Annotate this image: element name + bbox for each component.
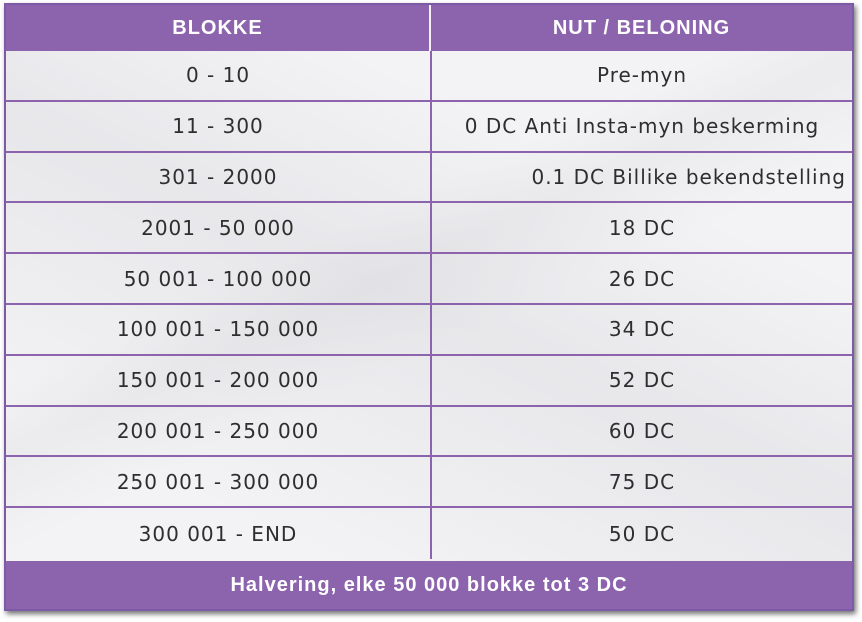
cell-blocks: 200 001 - 250 000 bbox=[116, 418, 320, 443]
cell-reward: 60 DC bbox=[608, 418, 676, 443]
cell-reward: 52 DC bbox=[608, 368, 676, 393]
table-body bbox=[6, 51, 852, 559]
cell-reward: 50 DC bbox=[608, 521, 676, 546]
header-divider bbox=[429, 5, 431, 51]
cell-blocks: 150 001 - 200 000 bbox=[116, 368, 320, 393]
reward-table bbox=[6, 5, 852, 609]
cell-blocks: 301 - 2000 bbox=[158, 164, 278, 189]
table-footer: Halvering, elke 50 000 blokke tot 3 DC bbox=[6, 561, 852, 609]
table-row bbox=[6, 356, 852, 407]
cell-reward: Pre-myn bbox=[596, 63, 687, 88]
cell-reward: 0 DC Anti Insta-myn beskerming bbox=[464, 114, 820, 139]
table-row bbox=[6, 153, 852, 204]
table-row bbox=[6, 305, 852, 356]
table-row bbox=[6, 254, 852, 305]
table-row bbox=[6, 102, 852, 153]
cell-reward: 0.1 DC Billike bekendstelling bbox=[531, 164, 846, 189]
cell-blocks: 50 001 - 100 000 bbox=[123, 266, 313, 291]
table-row bbox=[6, 407, 852, 458]
cell-reward: 26 DC bbox=[608, 266, 676, 291]
cell-reward: 34 DC bbox=[608, 317, 676, 342]
table-header bbox=[6, 5, 852, 51]
cell-blocks: 0 - 10 bbox=[185, 63, 251, 88]
table-row bbox=[6, 203, 852, 254]
cell-reward: 18 DC bbox=[608, 215, 676, 240]
header-reward: NUT / BELONING bbox=[552, 16, 731, 39]
cell-blocks: 2001 - 50 000 bbox=[141, 215, 295, 240]
cell-blocks: 300 001 - END bbox=[138, 521, 298, 546]
cell-blocks: 100 001 - 150 000 bbox=[116, 317, 320, 342]
table-row bbox=[6, 508, 852, 559]
header-blocks: BLOKKE bbox=[172, 16, 263, 39]
table-row bbox=[6, 457, 852, 508]
table-row bbox=[6, 51, 852, 102]
cell-reward: 75 DC bbox=[608, 469, 676, 494]
cell-blocks: 11 - 300 bbox=[172, 114, 264, 139]
reward-table-frame bbox=[4, 3, 854, 611]
cell-blocks: 250 001 - 300 000 bbox=[116, 469, 320, 494]
